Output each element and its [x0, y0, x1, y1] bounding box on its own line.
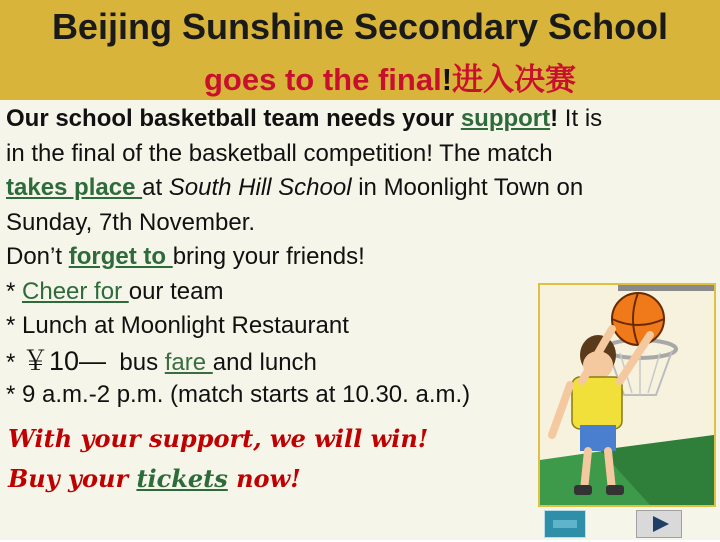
- title-banner: [0, 0, 720, 100]
- body-line-7: * Lunch at Moonlight Restaurant: [6, 312, 349, 339]
- text: and lunch: [212, 348, 317, 376]
- title-line-1: Beijing Sunshine Secondary School: [51, 6, 669, 47]
- body-line-5: [6, 240, 716, 275]
- text: Our school basketball team needs your: [6, 105, 461, 132]
- play-triangle-icon: [637, 511, 681, 537]
- nav-buttons: [500, 508, 720, 540]
- text: in Moonlight Town on: [351, 174, 584, 201]
- text: *: [6, 277, 23, 305]
- keyword-tickets: tickets: [136, 464, 228, 493]
- title-line-2-cn: 进入决赛: [452, 62, 577, 97]
- bar-icon: [545, 511, 585, 537]
- slogan-line-1: With your support, we will win!: [8, 424, 429, 453]
- body-line-1: [6, 102, 716, 137]
- text: It is: [558, 105, 603, 132]
- text: !: [550, 105, 559, 132]
- text: at: [142, 174, 169, 201]
- body-line-9: * 9 a.m.-2 p.m. (match starts at 10.30. a.m.): [6, 381, 471, 408]
- title-excl: !: [441, 62, 453, 97]
- price: ￥10—: [22, 345, 107, 376]
- basketball-icon: [540, 285, 714, 505]
- text: Buy your: [8, 464, 137, 493]
- text: now!: [227, 464, 301, 493]
- text: *: [6, 348, 23, 376]
- keyword-cheer-for: Cheer for: [22, 277, 129, 305]
- basketball-player-illustration: [538, 283, 716, 507]
- text: our team: [128, 277, 224, 305]
- text: Don’t: [6, 243, 69, 270]
- keyword-forget-to: forget to: [68, 243, 173, 270]
- title-line-2-en: goes to the final: [204, 62, 442, 97]
- title-line-2: [204, 54, 576, 99]
- venue-name: South Hill School: [168, 174, 352, 201]
- home-button[interactable]: [544, 510, 586, 538]
- keyword-fare: fare: [164, 348, 213, 376]
- text: bring your friends!: [172, 243, 365, 270]
- keyword-takes-place: takes place: [6, 174, 143, 201]
- body-line-2: in the final of the basketball competition! The match: [6, 139, 553, 167]
- text: bus: [106, 348, 165, 376]
- keyword-support: support: [460, 105, 551, 132]
- next-button[interactable]: [636, 510, 682, 538]
- body-line-3: [6, 171, 716, 206]
- body-line-4: Sunday, 7th November.: [6, 208, 256, 236]
- slogan-line-2: [8, 464, 301, 493]
